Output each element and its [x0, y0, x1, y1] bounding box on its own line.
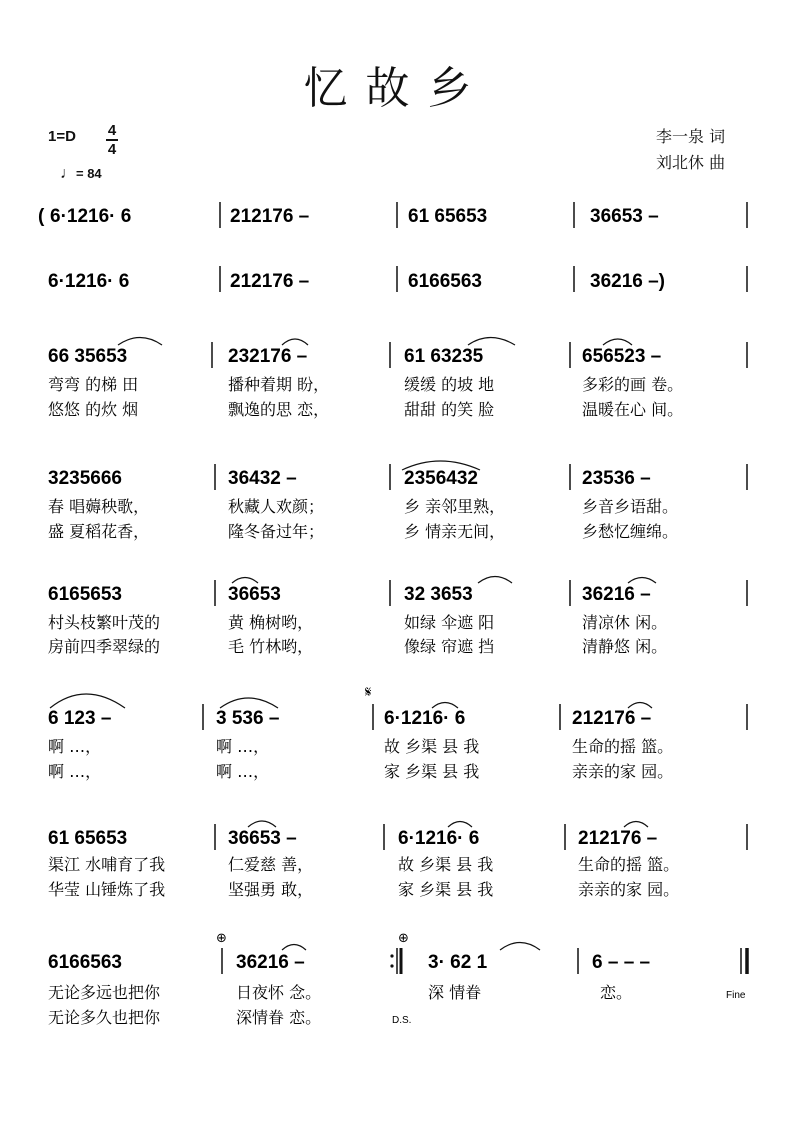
repeat-dot: [390, 964, 393, 967]
measure-notes: 36216 –: [582, 584, 651, 605]
lyric: 乡 亲邻里熟，: [404, 497, 506, 516]
measure-notes: 6·1216· 6: [384, 708, 466, 729]
lyric: 村头枝繁叶茂的: [48, 613, 161, 632]
lyric: 清静悠 闲。: [582, 637, 668, 656]
lyric: 华莹 山锤炼了我: [48, 880, 166, 899]
slur: [282, 339, 308, 345]
measure-notes: 36216 –: [236, 952, 305, 973]
measure-notes: 212176 –: [230, 206, 310, 227]
lyric: 隆冬备过年；: [228, 522, 325, 541]
measure-notes: 6·1216· 6: [50, 206, 132, 227]
slur: [468, 338, 515, 346]
system-8: [48, 931, 747, 1027]
measure-notes: 3 536 –: [216, 708, 280, 729]
lyric: 如绿 伞遮 阳: [404, 613, 495, 632]
lyric: 播种着期 盼，: [228, 375, 330, 394]
lyric: 恋。: [600, 983, 633, 1002]
lyric: 缓缓 的坡 地: [404, 375, 495, 394]
lyric: 生命的摇 篮。: [572, 737, 674, 756]
lyric: 无论多久也把你: [48, 1008, 161, 1027]
lyric: 生命的摇 篮。: [578, 855, 680, 874]
lyric: 乡愁忆缠绵。: [582, 522, 679, 541]
lyric: 家 乡渠 县 我: [398, 880, 494, 899]
lyricist-credit: 李一泉 词: [656, 127, 726, 146]
slur: [500, 943, 540, 951]
lyric: 渠江 水哺育了我: [48, 855, 166, 874]
slur: [448, 822, 472, 828]
lyric: 房前四季翠绿的: [48, 637, 161, 656]
lyric: 故 乡渠 县 我: [384, 737, 480, 756]
lyric: 亲亲的家 园。: [572, 762, 674, 781]
system-2: [48, 266, 747, 292]
measure-notes: 36216 –): [590, 271, 666, 292]
measure-notes: 3235666: [48, 468, 122, 489]
slur: [248, 821, 276, 827]
measure-notes: 2356432: [404, 468, 478, 489]
slur: [603, 339, 632, 345]
measure-notes: 6 – – –: [592, 952, 651, 973]
lyric: 啊 …，: [216, 737, 270, 756]
lyric: 毛 竹林哟，: [228, 637, 314, 656]
quarter-note-icon: ♩: [60, 165, 76, 182]
system-6: [48, 683, 747, 781]
segno-icon: 𝄋: [365, 683, 372, 701]
measure-notes: 6·1216· 6: [398, 828, 480, 849]
slur: [50, 694, 125, 708]
lyric: 多彩的画 卷。: [582, 375, 684, 394]
lyric: 深 情眷: [428, 983, 482, 1002]
lyric: 无论多远也把你: [48, 983, 161, 1002]
measure-notes: 61 63235: [404, 346, 484, 367]
lyric: 深情眷 恋。: [236, 1008, 322, 1027]
lyric: 仁爱慈 善，: [228, 855, 314, 874]
composer-credit: 刘北休 曲: [656, 153, 726, 172]
system-5: [48, 577, 747, 657]
measure-notes: 3· 62 1: [428, 952, 488, 973]
system-4: [48, 461, 747, 541]
lyric: 飘逸的思 恋，: [228, 400, 330, 419]
measure-notes: 212176 –: [572, 708, 652, 729]
lyric: 日夜怀 念。: [236, 983, 322, 1002]
time-signature-top: 4: [107, 122, 117, 139]
slur: [118, 338, 162, 346]
measure-notes: 23536 –: [582, 468, 651, 489]
tempo-value: = 84: [76, 166, 102, 181]
measure-notes: 6 123 –: [48, 708, 112, 729]
lyric: 乡 情亲无间，: [404, 522, 506, 541]
measure-notes: 6165653: [48, 584, 122, 605]
slur: [220, 698, 278, 708]
measure-notes: 6166563: [408, 271, 482, 292]
key-signature: 1=D: [48, 128, 76, 145]
measure-notes: 66 35653: [48, 346, 128, 367]
lyric: 盛 夏稻花香，: [48, 522, 150, 541]
lyric: 坚强勇 敢，: [228, 880, 314, 899]
measure-notes: 656523 –: [582, 346, 662, 367]
slur: [232, 578, 258, 584]
measure-notes: 6166563: [48, 952, 122, 973]
lyric: 亲亲的家 园。: [578, 880, 680, 899]
lyric: 像绿 帘遮 挡: [404, 637, 495, 656]
ds-mark: D.S.: [392, 1015, 412, 1026]
measure-notes: 36432 –: [228, 468, 297, 489]
slur: [624, 822, 648, 828]
system-3: [48, 338, 747, 420]
measure-notes: 232176 –: [228, 346, 308, 367]
measure-notes: 61 65653: [408, 206, 488, 227]
repeat-paren: (: [38, 206, 45, 227]
fine-mark: Fine: [726, 990, 746, 1001]
lyric: 乡音乡语甜。: [582, 497, 679, 516]
lyric: 啊 …，: [48, 737, 102, 756]
measure-notes: 36653 –: [590, 206, 659, 227]
slur: [628, 578, 656, 584]
slur: [478, 577, 512, 584]
lyric: 清凉休 闲。: [582, 613, 668, 632]
time-signature-bottom: 4: [107, 141, 117, 158]
repeat-dot: [390, 954, 393, 957]
lyric: 故 乡渠 县 我: [398, 855, 494, 874]
lyric: 啊 …，: [48, 762, 102, 781]
measure-notes: 212176 –: [230, 271, 310, 292]
lyric: 甜甜 的笑 脸: [404, 400, 495, 419]
lyric: 悠悠 的炊 烟: [48, 400, 139, 419]
lyric: 春 唱薅秧歌，: [48, 497, 150, 516]
system-1: [38, 202, 747, 228]
coda-icon: ⊕: [216, 931, 227, 946]
lyric: 温暖在心 间。: [582, 400, 684, 419]
coda-icon: ⊕: [398, 931, 409, 946]
slur: [282, 945, 306, 951]
lyric: 黄 桷树哟，: [228, 613, 314, 632]
lyric: 家 乡渠 县 我: [384, 762, 480, 781]
measure-notes: 36653: [228, 584, 281, 605]
lyric: 啊 …，: [216, 762, 270, 781]
measure-notes: 32 3653: [404, 584, 473, 605]
measure-notes: 36653 –: [228, 828, 297, 849]
lyric: 弯弯 的梯 田: [48, 375, 139, 394]
system-7: [48, 821, 747, 899]
lyric: 秋藏人欢颜；: [228, 497, 325, 516]
measure-notes: 61 65653: [48, 828, 128, 849]
measure-notes: 6·1216· 6: [48, 271, 130, 292]
measure-notes: 212176 –: [578, 828, 658, 849]
song-title: 忆故乡: [303, 63, 490, 114]
